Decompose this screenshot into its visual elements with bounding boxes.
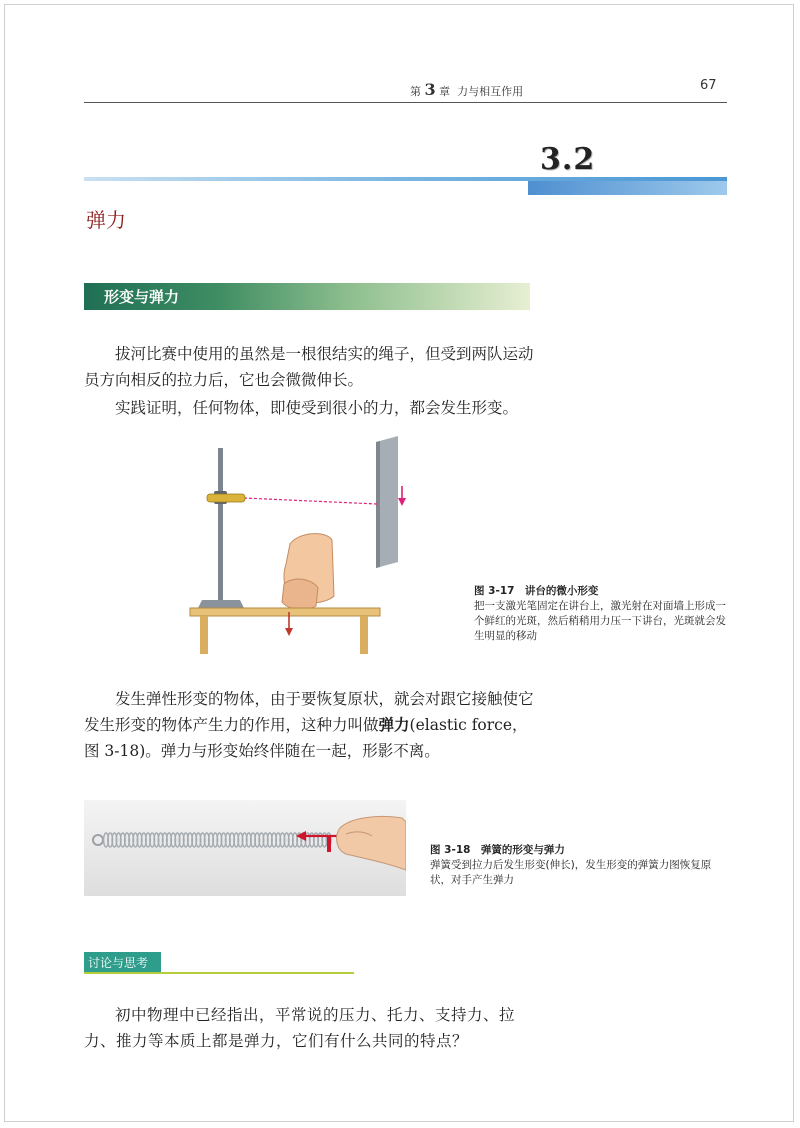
desk-leg-left: [200, 616, 208, 654]
running-header: [410, 80, 523, 99]
figure-3-18-title: 图 3-18 弹簧的形变与弹力: [430, 844, 565, 856]
laser-pen: [207, 494, 245, 502]
figure-3-18-illustration: [84, 800, 406, 896]
paragraph-3: [84, 686, 534, 764]
paragraph-3-after: (elastic force，图 3-18)。弹力与形变始终伴随在一起，形影不离。: [84, 716, 528, 760]
stand-rod: [218, 448, 223, 600]
figure-3-17-caption: [474, 584, 729, 644]
discussion-underline: [84, 972, 354, 974]
figure-3-18-text: 弹簧受到拉力后发生形变(伸长)，发生形变的弹簧力图恢复原状，对手产生弹力: [430, 859, 712, 886]
paragraph-3-before: 发生弹性形变的物体，由于要恢复原状，就会对跟它接触使它发生形变的物体产生力的作用，这种力叫做: [84, 690, 534, 734]
paragraph-1-text: 拔河比赛中使用的虽然是一根很结实的绳子，但受到两队运动员方向相反的拉力后，它也会微微伸长。: [84, 345, 534, 389]
chapter-prefix: 第: [410, 85, 421, 98]
section-tab: [528, 181, 727, 195]
paragraph-2-text: 实践证明，任何物体，即使受到很小的力，都会发生形变。: [115, 399, 519, 417]
figure-3-17-title: 图 3-17 讲台的微小形变: [474, 585, 599, 597]
figure-3-17-illustration: [180, 436, 460, 656]
paragraph-1: [84, 341, 534, 393]
force-arrow-head: [285, 628, 293, 636]
subsection-banner: [84, 283, 530, 310]
desk-top: [190, 608, 380, 616]
discussion-paragraph: [84, 1002, 534, 1054]
desk-leg-right: [360, 616, 368, 654]
figure-3-18-caption: [430, 843, 730, 888]
discussion-text: 初中物理中已经指出，平常说的压力、托力、支持力、拉力、推力等本质上都是弹力，它们有什么共同的特点？: [84, 1006, 516, 1050]
chapter-title: 力与相互作用: [457, 85, 524, 98]
figure-3-17-text: 把一支激光笔固定在讲台上，激光射在对面墙上形成一个鲜红的光斑，然后稍稍用力压一下讲台，光斑就会发生明显的移动: [474, 600, 726, 642]
hand-fist: [282, 579, 318, 609]
paragraph-3-body: [84, 686, 534, 764]
force-marker: [327, 836, 331, 852]
discussion-label: [84, 952, 161, 972]
chapter-suffix: 章: [439, 85, 451, 98]
stand-base: [198, 600, 244, 608]
spot-move-arrow-head: [398, 498, 406, 506]
elastic-force-term: 弹力: [378, 715, 410, 734]
discussion-label-text: 讨论与思考: [88, 956, 149, 970]
chapter-number: 3: [424, 80, 436, 99]
page-number: 67: [700, 78, 717, 93]
section-title: 弹力: [86, 208, 126, 232]
section-number: 3.2: [540, 142, 596, 177]
spring-coils: [104, 833, 331, 847]
subsection-title: 形变与弹力: [104, 288, 180, 306]
laser-beam: [244, 498, 377, 504]
header-rule: [84, 102, 727, 103]
paragraph-2: [84, 395, 534, 421]
